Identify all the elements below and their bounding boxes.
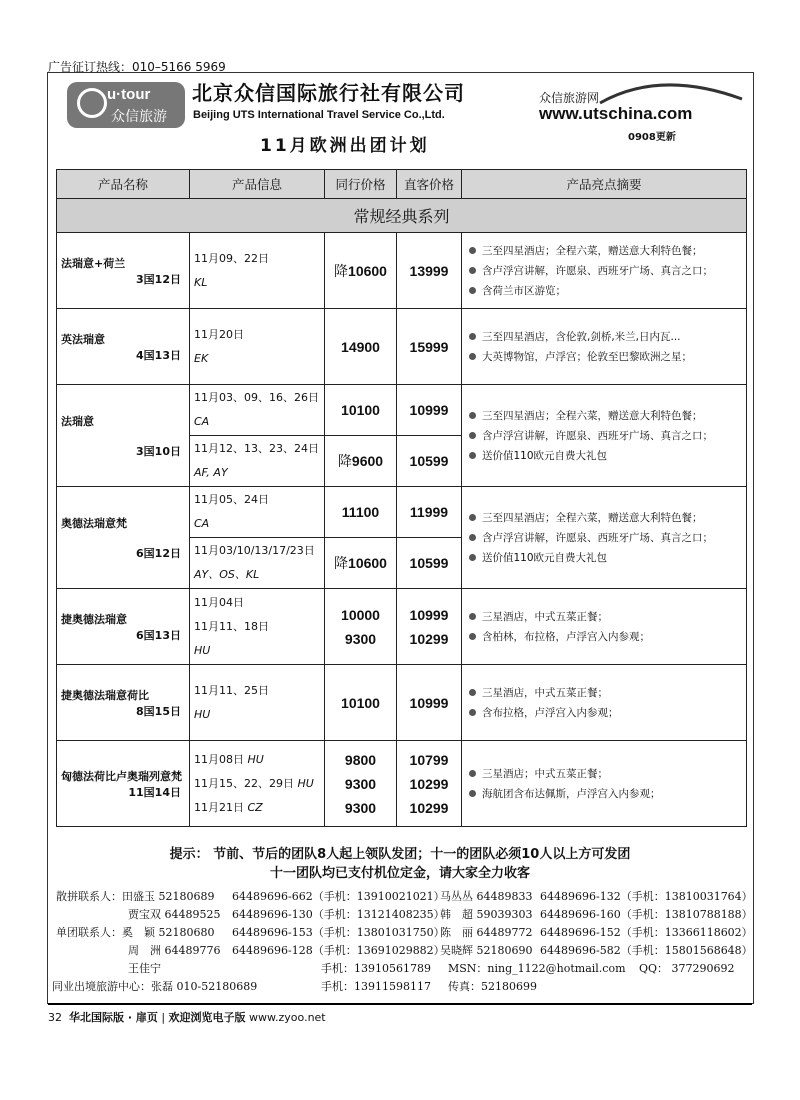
peer-price: 降10600	[334, 555, 387, 571]
update-tag: 0908更新	[628, 132, 676, 143]
contact-phone: 64489696-132（手机：13810031764）	[540, 890, 753, 903]
table-row	[57, 233, 747, 309]
highlight-item: 三星酒店，中式五菜正餐；	[466, 683, 742, 703]
section-name: 华北国际版 · 扉页	[69, 1011, 158, 1024]
peer-price: 11100	[341, 504, 380, 520]
contact-phone: 64489696-128（手机：13691029882）	[232, 944, 445, 957]
direct-price: 10999	[409, 402, 449, 418]
product-days: 8国15日	[136, 704, 181, 718]
tour-dates: 11月08日	[194, 752, 244, 766]
highlight-item: 送价值110欧元自费大礼包	[466, 548, 742, 568]
highlight-item: 含卢浮宫讲解，许愿泉、西班牙广场、真言之口；	[466, 528, 742, 548]
direct-price: 15999	[409, 338, 449, 355]
peer-price: 9300	[344, 799, 377, 816]
highlight-item: 大英博物馆，卢浮宫；伦敦至巴黎欧洲之星；	[466, 347, 742, 367]
table-row	[57, 665, 747, 741]
table-row	[57, 385, 747, 436]
tour-dates: 11月15、22、29日	[194, 776, 294, 790]
peer-price: 10100	[341, 694, 380, 711]
contact-phone: 64489696-130（手机：13121408235）	[232, 908, 445, 921]
product-name: 匈德法荷比卢奥瑞列意梵	[61, 769, 182, 783]
contact-name: 周 洲 64489776	[128, 944, 221, 957]
contact-name: 单团联系人：奚 颖 52180680	[56, 926, 215, 939]
tip-line-2: 十一团队均已支付机位定金，请大家全力收客	[269, 866, 530, 881]
highlight-item: 含荷兰市区游览；	[466, 281, 742, 301]
col-header: 产品名称	[57, 170, 190, 199]
center-contact: 同业出境旅游中心：张磊 010-52180689	[52, 980, 258, 993]
product-name: 英法瑞意	[61, 332, 105, 346]
header	[50, 75, 750, 155]
col-header: 同行价格	[325, 170, 397, 199]
col-header: 产品亮点摘要	[462, 170, 747, 199]
welcome-text: 欢迎浏览电子版	[168, 1011, 246, 1024]
product-name: 法瑞意	[61, 414, 94, 428]
tip-line-1: 提示： 节前、节后的团队8人起上领队发团；十一的团队必须10人以上方可发团	[169, 847, 631, 862]
contact-phone: 64489696-662（手机：13910021021）	[232, 890, 445, 903]
contact-name: 贾宝双 64489525	[128, 908, 221, 921]
tips	[48, 845, 752, 883]
company-name-en: Beijing UTS International Travel Service Co.,Ltd.	[193, 109, 445, 121]
contact-phone: 64489696-582（手机：15801568648）	[540, 944, 753, 957]
highlight-item: 三星酒店；中式五菜正餐；	[466, 764, 742, 784]
highlight-item: 含卢浮宫讲解，许愿泉、西班牙广场、真言之口；	[466, 261, 742, 281]
peer-price: 降10600	[334, 262, 387, 279]
airline: CA	[194, 517, 210, 530]
col-header: 产品信息	[190, 170, 325, 199]
tour-dates: 11月04日	[194, 595, 244, 609]
contact-phone: 64489696-153（手机：13801031750）	[232, 926, 445, 939]
contact-name: 散拼联系人：田盛玉 52180689	[56, 890, 215, 903]
peer-price: 9300	[344, 630, 377, 647]
airline: HU	[194, 643, 211, 657]
product-days: 3国10日	[136, 444, 181, 458]
contact-name: 陈 丽 64489772	[440, 926, 533, 939]
product-name: 奥德法瑞意梵	[61, 516, 127, 530]
footer-url[interactable]: www.zyoo.net	[249, 1011, 326, 1024]
direct-price: 10599	[409, 555, 449, 571]
highlight-item: 含卢浮宫讲解，许愿泉、西班牙广场、真言之口；	[466, 426, 742, 446]
tour-plan-table	[56, 169, 747, 827]
airline: HU	[297, 776, 314, 790]
product-days: 6国13日	[136, 628, 181, 642]
series-title: 常规经典系列	[57, 199, 747, 233]
highlight-item: 三至四星酒店，含伦敦,剑桥,米兰,日内瓦...	[466, 327, 742, 347]
logo-en: u·tour	[107, 86, 151, 103]
peer-price: 14900	[341, 338, 380, 355]
tour-dates: 11月11、25日	[194, 683, 269, 697]
direct-price: 10299	[409, 630, 449, 647]
swoosh-icon	[590, 77, 750, 107]
product-days: 3国12日	[136, 272, 181, 286]
contact-phone: 64489696-152（手机：13366118602）	[540, 926, 753, 939]
tour-dates: 11月12、13、23、24日	[194, 442, 319, 455]
product-name: 法瑞意+荷兰	[61, 256, 126, 270]
product-days: 11国14日	[128, 785, 181, 799]
contact-name: 韩 超 59039303	[440, 908, 533, 921]
highlight-item: 三星酒店，中式五菜正餐；	[466, 607, 742, 627]
company-name-cn: 北京众信国际旅行社有限公司	[192, 81, 465, 105]
direct-price: 10999	[409, 606, 449, 623]
peer-price: 10100	[341, 402, 380, 418]
direct-price: 10299	[409, 799, 449, 816]
table-row	[57, 309, 747, 385]
tour-dates: 11月09、22日	[194, 251, 269, 265]
center-fax: 传真：52180699	[448, 980, 537, 993]
page-footer: 32 华北国际版 · 扉页 | 欢迎浏览电子版 www.zyoo.net	[48, 1011, 326, 1024]
table-header-row	[57, 170, 747, 199]
website-cn: 众信旅游网	[539, 91, 600, 105]
highlight-item: 三至四星酒店；全程六菜，赠送意大利特色餐；	[466, 241, 742, 261]
airline: HU	[194, 707, 211, 721]
direct-price: 13999	[409, 262, 449, 279]
series-row	[57, 199, 747, 233]
airline: CZ	[247, 800, 263, 814]
page-title: 11月欧洲出团计划	[260, 136, 430, 156]
highlight-item: 三至四星酒店；全程六菜，赠送意大利特色餐；	[466, 508, 742, 528]
direct-price: 11999	[409, 504, 449, 520]
contact-name: 马丛丛 64489833	[440, 890, 533, 903]
highlight-item: 送价值110欧元自费大礼包	[466, 446, 742, 466]
airline: HU	[247, 752, 264, 766]
tour-dates: 11月03、09、16、26日	[194, 391, 319, 404]
utour-logo	[67, 82, 185, 128]
airline: EK	[194, 351, 209, 365]
table-row	[57, 741, 747, 827]
direct-price: 10799	[409, 751, 449, 768]
direct-price: 10599	[409, 453, 449, 469]
product-days: 6国12日	[136, 546, 181, 560]
tour-dates: 11月05、24日	[194, 493, 269, 506]
col-header: 直客价格	[397, 170, 462, 199]
peer-price: 10000	[341, 606, 380, 623]
contact-qq: QQ： 377290692	[639, 962, 735, 975]
peer-price: 9300	[344, 775, 377, 792]
contact-mobile: 手机：13910561789	[321, 962, 431, 975]
website-url[interactable]: www.utschina.com	[539, 104, 693, 123]
tour-dates: 11月11、18日	[194, 619, 269, 633]
contact-phone: 64489696-160（手机：13810788188）	[540, 908, 753, 921]
product-name: 捷奥德法瑞意	[61, 612, 127, 626]
page-number: 32	[48, 1011, 62, 1024]
logo-cn: 众信旅游	[111, 109, 167, 125]
highlight-item: 含布拉格，卢浮宫入内参观；	[466, 703, 742, 723]
airline: AY、OS、KL	[194, 568, 260, 581]
contact-msn[interactable]: MSN：ning_1122@hotmail.com	[448, 962, 626, 975]
contact-name: 吴晓辉 52180690	[440, 944, 533, 957]
divider	[48, 1003, 752, 1005]
center-mobile: 手机：13911598117	[321, 980, 431, 993]
direct-price: 10299	[409, 775, 449, 792]
airline: CA	[194, 415, 210, 428]
product-name: 捷奥德法瑞意荷比	[61, 688, 149, 702]
highlight-item: 海航团含布达佩斯，卢浮宫入内参观；	[466, 784, 742, 804]
product-days: 4国13日	[136, 348, 181, 362]
table-row	[57, 487, 747, 538]
direct-price: 10999	[409, 694, 449, 711]
contact-name: 王佳宁	[128, 962, 161, 975]
highlight-item: 三至四星酒店；全程六菜，赠送意大利特色餐；	[466, 406, 742, 426]
tour-dates: 11月03/10/13/17/23日	[194, 544, 315, 557]
tour-dates: 11月20日	[194, 327, 244, 341]
highlight-item: 含柏林，布拉格，卢浮宫入内参观；	[466, 627, 742, 647]
table-row	[57, 589, 747, 665]
ad-hotline: 广告征订热线：010–5166 5969	[48, 60, 226, 74]
utour-logo-icon	[77, 88, 107, 118]
peer-price: 9800	[344, 751, 377, 768]
tour-dates: 11月21日	[194, 800, 244, 814]
peer-price: 降9600	[337, 453, 384, 469]
airline: AF, AY	[194, 466, 228, 479]
airline: KL	[194, 275, 208, 289]
